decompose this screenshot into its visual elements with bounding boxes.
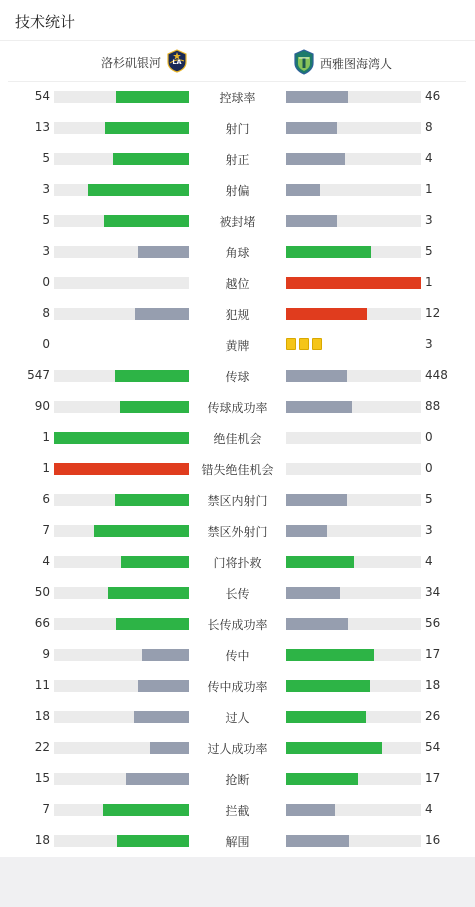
home-value: 18	[34, 833, 50, 847]
away-bar	[286, 556, 354, 568]
away-bar-track	[286, 463, 421, 475]
home-bar-track	[54, 711, 189, 723]
home-bar	[138, 246, 189, 258]
home-bar	[103, 804, 189, 816]
home-value: 4	[42, 554, 50, 568]
away-value: 56	[425, 616, 441, 630]
stat-label: 传球	[225, 370, 250, 384]
away-value: 8	[425, 120, 433, 134]
stat-row	[0, 298, 475, 329]
away-bar-track	[286, 587, 421, 599]
away-value: 0	[425, 461, 433, 475]
home-logo-text: LA	[172, 58, 182, 66]
home-value: 3	[42, 244, 50, 258]
home-value: 1	[42, 461, 50, 475]
home-value: 11	[34, 678, 50, 692]
away-bar	[286, 184, 320, 196]
stat-row	[0, 515, 475, 546]
stat-row	[0, 391, 475, 422]
stat-row	[0, 174, 475, 205]
away-bar-track	[286, 835, 421, 847]
stat-row	[0, 422, 475, 453]
stat-label: 越位	[225, 277, 250, 291]
away-bar-track	[286, 122, 421, 134]
away-bar-track	[286, 246, 421, 258]
stat-label: 长传	[225, 587, 250, 601]
home-bar	[120, 401, 189, 413]
stat-row	[0, 608, 475, 639]
home-value: 15	[34, 771, 50, 785]
stat-label: 黄牌	[225, 339, 250, 353]
seattle-sounders-logo-icon	[293, 49, 315, 78]
home-bar	[54, 463, 189, 475]
home-value: 5	[42, 213, 50, 227]
away-bar	[286, 680, 370, 692]
home-value: 66	[34, 616, 50, 630]
away-bar-track	[286, 184, 421, 196]
home-value: 5	[42, 151, 50, 165]
stat-row	[0, 732, 475, 763]
stat-row	[0, 577, 475, 608]
stat-row	[0, 763, 475, 794]
away-bar	[286, 308, 367, 320]
away-bar	[286, 122, 337, 134]
home-value: 13	[34, 120, 50, 134]
away-value: 34	[425, 585, 441, 599]
stat-label: 过人	[225, 711, 250, 725]
stat-label: 门将扑救	[213, 556, 262, 570]
away-bar-track	[286, 804, 421, 816]
stat-label: 解围	[225, 835, 250, 849]
away-bar-track	[286, 401, 421, 413]
away-value: 54	[425, 740, 441, 754]
away-value: 18	[425, 678, 441, 692]
away-bar-track	[286, 494, 421, 506]
away-bar	[286, 742, 382, 754]
stat-label: 传中	[225, 649, 250, 663]
away-bar-track	[286, 649, 421, 661]
away-bar	[286, 618, 348, 630]
stat-label: 被封堵	[219, 215, 256, 229]
stat-row	[0, 825, 475, 856]
away-bar-track	[286, 742, 421, 754]
away-bar	[286, 835, 349, 847]
away-bar-track	[286, 153, 421, 165]
away-bar	[286, 649, 374, 661]
home-value: 8	[42, 306, 50, 320]
away-bar-track	[286, 370, 421, 382]
home-bar	[113, 153, 189, 165]
home-value: 7	[42, 523, 50, 537]
away-value: 26	[425, 709, 441, 723]
home-bar	[94, 525, 189, 537]
yellow-card-icon	[299, 338, 309, 350]
stat-row	[0, 701, 475, 732]
away-bar	[286, 494, 347, 506]
home-value: 547	[27, 368, 50, 382]
home-bar-track	[54, 122, 189, 134]
yellow-card-icon	[312, 338, 322, 350]
home-bar	[88, 184, 189, 196]
home-bar-track	[54, 277, 189, 289]
away-value: 5	[425, 492, 433, 506]
stat-label: 犯规	[225, 308, 250, 322]
home-bar	[115, 494, 189, 506]
stat-label: 传中成功率	[207, 680, 268, 694]
stat-row	[0, 205, 475, 236]
stat-label: 射偏	[225, 184, 250, 198]
stat-label: 射门	[225, 122, 250, 136]
stat-row	[0, 112, 475, 143]
home-bar-track	[54, 432, 189, 444]
home-bar	[104, 215, 189, 227]
away-value: 4	[425, 151, 433, 165]
away-bar	[286, 91, 348, 103]
home-bar	[116, 618, 189, 630]
home-bar	[150, 742, 189, 754]
home-value: 22	[34, 740, 50, 754]
away-bar-track	[286, 432, 421, 444]
home-bar-track	[54, 649, 189, 661]
home-bar	[115, 370, 189, 382]
away-value: 1	[425, 275, 433, 289]
stat-row	[0, 794, 475, 825]
stat-row	[0, 329, 475, 360]
stat-row	[0, 236, 475, 267]
home-value: 6	[42, 492, 50, 506]
away-bar-track	[286, 556, 421, 568]
away-value: 16	[425, 833, 441, 847]
away-value: 3	[425, 523, 433, 537]
home-bar-track	[54, 494, 189, 506]
stat-label: 抢断	[225, 773, 250, 787]
stat-row	[0, 670, 475, 701]
away-value: 4	[425, 554, 433, 568]
stat-label: 传球成功率	[207, 401, 268, 415]
home-bar	[142, 649, 189, 661]
home-bar-track	[54, 308, 189, 320]
home-value: 9	[42, 647, 50, 661]
home-bar-track	[54, 525, 189, 537]
away-value: 88	[425, 399, 441, 413]
stat-row	[0, 81, 475, 112]
away-bar-track	[286, 711, 421, 723]
away-bar-track	[286, 680, 421, 692]
home-team-name: 洛杉矶银河	[100, 56, 161, 70]
stat-label: 长传成功率	[207, 618, 268, 632]
home-value: 54	[34, 89, 50, 103]
home-bar-track	[54, 463, 189, 475]
away-bar	[286, 773, 358, 785]
away-value: 17	[425, 771, 441, 785]
home-bar-track	[54, 91, 189, 103]
away-value: 12	[425, 306, 441, 320]
home-value: 90	[34, 399, 50, 413]
away-bar	[286, 711, 366, 723]
home-team[interactable]	[101, 49, 188, 76]
home-bar-track	[54, 773, 189, 785]
away-bar-track	[286, 308, 421, 320]
away-bar-track	[286, 525, 421, 537]
home-bar-track	[54, 587, 189, 599]
home-bar	[105, 122, 189, 134]
home-bar	[135, 308, 189, 320]
away-value: 1	[425, 182, 433, 196]
away-bar-track	[286, 277, 421, 289]
home-bar-track	[54, 246, 189, 258]
away-value: 46	[425, 89, 441, 103]
away-value: 3	[425, 337, 433, 351]
home-value: 50	[34, 585, 50, 599]
away-bar	[286, 525, 327, 537]
home-bar	[116, 91, 189, 103]
home-bar	[138, 680, 189, 692]
home-bar-track	[54, 835, 189, 847]
home-value: 18	[34, 709, 50, 723]
away-bar	[286, 401, 352, 413]
home-bar-track	[54, 401, 189, 413]
home-bar-track	[54, 742, 189, 754]
away-bar	[286, 215, 337, 227]
home-bar-track	[54, 804, 189, 816]
home-bar	[134, 711, 189, 723]
home-value: 0	[42, 337, 50, 351]
away-value: 3	[425, 213, 433, 227]
home-value: 0	[42, 275, 50, 289]
away-team[interactable]	[293, 49, 392, 78]
away-bar-track	[286, 618, 421, 630]
stat-row	[0, 546, 475, 577]
away-bar-track	[286, 773, 421, 785]
home-bar	[108, 587, 189, 599]
stat-label: 错失绝佳机会	[201, 463, 274, 477]
away-value: 5	[425, 244, 433, 258]
away-bar	[286, 153, 345, 165]
away-bar	[286, 804, 335, 816]
home-value: 7	[42, 802, 50, 816]
stat-row	[0, 639, 475, 670]
stats-list	[0, 81, 475, 856]
page-title: 技术统计	[15, 13, 76, 31]
away-bar	[286, 370, 347, 382]
teams-header	[0, 41, 475, 81]
stat-row	[0, 267, 475, 298]
stat-label: 射正	[225, 153, 250, 167]
home-bar	[117, 835, 189, 847]
away-team-name: 西雅图海湾人	[320, 57, 393, 71]
home-value: 3	[42, 182, 50, 196]
home-value: 1	[42, 430, 50, 444]
home-bar-track	[54, 153, 189, 165]
away-value: 4	[425, 802, 433, 816]
away-value: 17	[425, 647, 441, 661]
away-value: 448	[425, 368, 448, 382]
away-bar	[286, 277, 421, 289]
stat-label: 过人成功率	[207, 742, 268, 756]
stat-label: 禁区外射门	[207, 525, 268, 539]
stat-row	[0, 143, 475, 174]
stat-label: 拦截	[225, 804, 250, 818]
home-bar-track	[54, 370, 189, 382]
home-bar	[121, 556, 189, 568]
home-bar	[54, 432, 189, 444]
away-bar-track	[286, 215, 421, 227]
stat-row	[0, 484, 475, 515]
home-bar-track	[54, 556, 189, 568]
stat-label: 角球	[225, 246, 250, 260]
home-bar-track	[54, 618, 189, 630]
home-bar	[126, 773, 189, 785]
stat-row	[0, 453, 475, 484]
stat-label: 禁区内射门	[207, 494, 268, 508]
away-bar	[286, 246, 371, 258]
away-value: 0	[425, 430, 433, 444]
yellow-cards	[286, 338, 322, 350]
stat-label: 控球率	[219, 91, 256, 105]
stat-label: 绝佳机会	[213, 432, 262, 446]
yellow-card-icon	[286, 338, 296, 350]
home-bar-track	[54, 215, 189, 227]
home-bar-track	[54, 184, 189, 196]
away-bar-track	[286, 91, 421, 103]
away-bar	[286, 587, 340, 599]
stat-row	[0, 360, 475, 391]
home-bar-track	[54, 680, 189, 692]
la-galaxy-logo-icon	[166, 49, 188, 76]
